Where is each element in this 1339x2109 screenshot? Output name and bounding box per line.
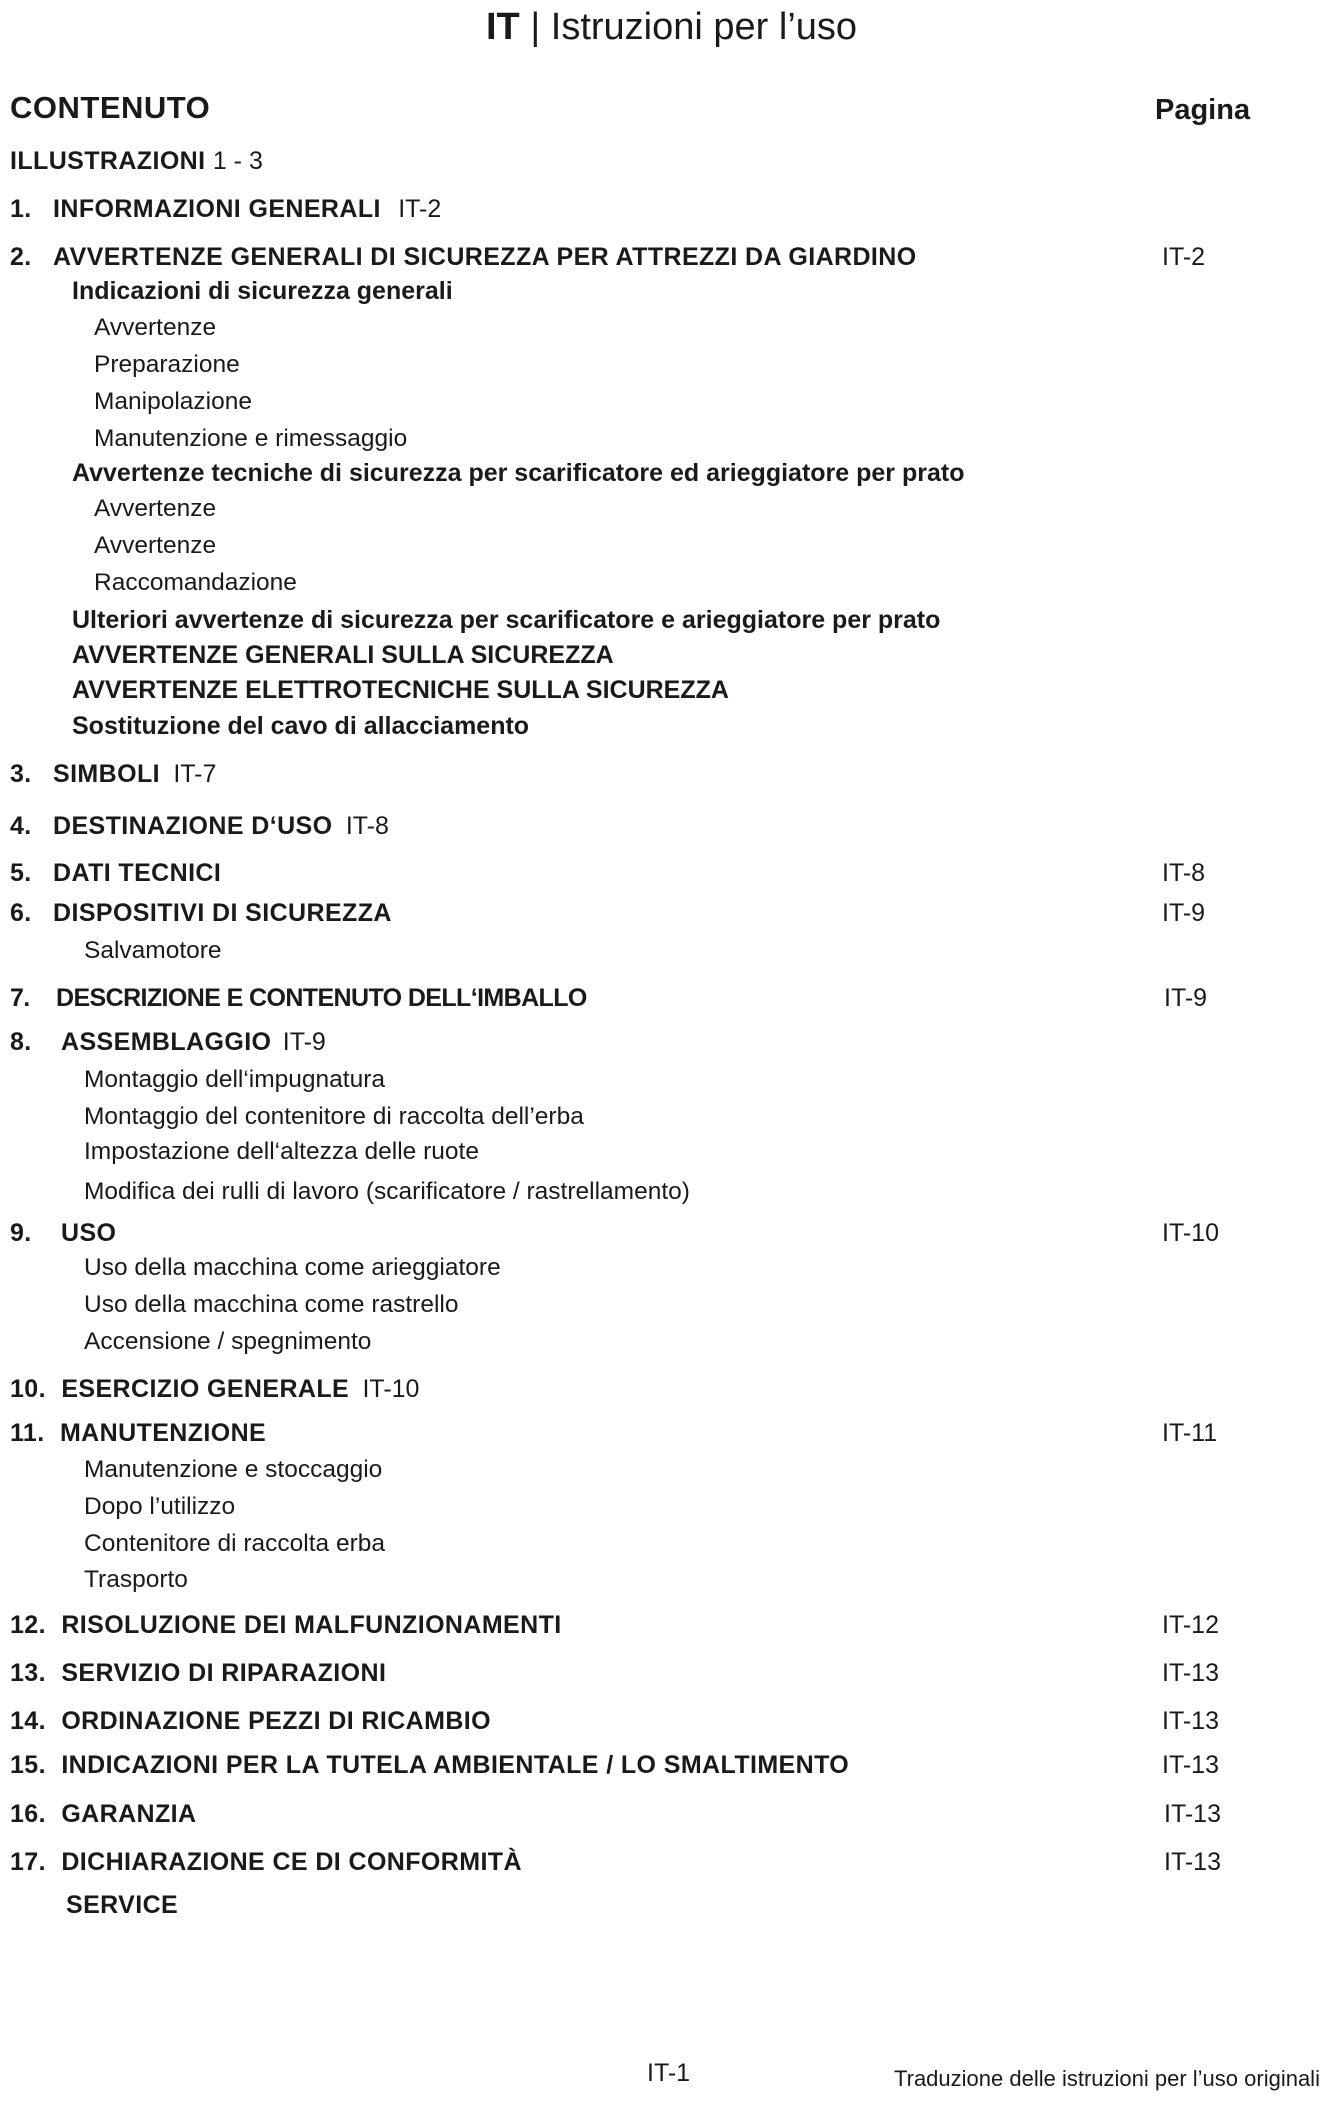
- toc-section-13[interactable]: [10, 1661, 386, 1686]
- toc-section-15[interactable]: [10, 1753, 849, 1778]
- toc-item[interactable]: Manutenzione e rimessaggio: [94, 425, 408, 452]
- section-title: GARANZIA: [61, 1800, 197, 1828]
- section-title: MANUTENZIONE: [59, 1419, 267, 1447]
- section-title: ESERCIZIO GENERALE: [61, 1375, 350, 1403]
- toc-item[interactable]: Manipolazione: [94, 388, 252, 415]
- toc-section-9[interactable]: [10, 1221, 116, 1246]
- section-title: AVVERTENZE GENERALI DI SICUREZZA PER ATTREZZI DA GIARDINO: [53, 243, 917, 271]
- section-7-page: IT-9: [1164, 984, 1208, 1012]
- page-column-label: Pagina: [1155, 94, 1251, 126]
- toc-item[interactable]: Modifica dei rulli di lavoro (scarificatore / rastrellamento): [84, 1178, 690, 1205]
- section-title: RISOLUZIONE DEI MALFUNZIONAMENTI: [61, 1611, 562, 1639]
- toc-section-11[interactable]: [10, 1421, 266, 1446]
- toc-subgroup[interactable]: AVVERTENZE ELETTROTECNICHE SULLA SICUREZZA: [72, 676, 729, 704]
- illustrations-pages: 1 - 3: [212, 147, 263, 175]
- header-lang: IT: [486, 6, 520, 48]
- toc-item[interactable]: Salvamotore: [84, 937, 222, 964]
- toc-section-4[interactable]: [10, 814, 389, 839]
- section-number: 5.: [10, 859, 32, 887]
- section-number: 14.: [10, 1707, 46, 1735]
- toc-item[interactable]: Avvertenze: [94, 495, 217, 522]
- section-page: IT-7: [173, 760, 217, 788]
- section-page: IT-9: [282, 1028, 326, 1056]
- section-number: 15.: [10, 1751, 46, 1779]
- section-number: 13.: [10, 1659, 46, 1687]
- section-title: INFORMAZIONI GENERALI: [53, 195, 381, 223]
- section-title: DISPOSITIVI DI SICUREZZA: [53, 899, 392, 927]
- toc-subgroup[interactable]: Indicazioni di sicurezza generali: [72, 277, 453, 305]
- toc-item[interactable]: Manutenzione e stoccaggio: [84, 1456, 383, 1483]
- toc-subgroup[interactable]: AVVERTENZE GENERALI SULLA SICUREZZA: [72, 641, 614, 669]
- toc-item[interactable]: Uso della macchina come rastrello: [84, 1291, 459, 1318]
- section-5-page: IT-8: [1162, 859, 1206, 887]
- footer-page-number: IT-1: [647, 2059, 691, 2087]
- toc-section-6[interactable]: [10, 901, 392, 926]
- section-number: 11.: [10, 1419, 45, 1447]
- section-17-page: IT-13: [1164, 1848, 1221, 1876]
- section-title: SERVIZIO DI RIPARAZIONI: [61, 1659, 387, 1687]
- section-number: 12.: [10, 1611, 46, 1639]
- section-16-page: IT-13: [1164, 1800, 1221, 1828]
- section-title: ASSEMBLAGGIO: [61, 1028, 272, 1056]
- toc-item[interactable]: Avvertenze: [94, 532, 217, 559]
- toc-item[interactable]: Preparazione: [94, 351, 240, 378]
- section-title: ORDINAZIONE PEZZI DI RICAMBIO: [61, 1707, 491, 1735]
- toc-item[interactable]: Trasporto: [84, 1566, 188, 1593]
- section-number: 3.: [10, 760, 32, 788]
- toc-section-3[interactable]: [10, 762, 216, 787]
- section-title: INDICAZIONI PER LA TUTELA AMBIENTALE / LO SMALTIMENTO: [61, 1751, 850, 1779]
- section-title: USO: [61, 1219, 117, 1247]
- toc-subgroup[interactable]: Avvertenze tecniche di sicurezza per scarificatore ed arieggiatore per prato: [72, 459, 965, 487]
- toc-section-17[interactable]: [10, 1850, 522, 1875]
- toc-section-1[interactable]: [10, 197, 441, 222]
- toc-section-2[interactable]: [10, 245, 917, 270]
- illustrations-label: ILLUSTRAZIONI: [10, 147, 206, 175]
- section-title: DATI TECNICI: [53, 859, 222, 887]
- toc-section-8[interactable]: [10, 1030, 326, 1055]
- header-title: Istruzioni per l’uso: [550, 6, 858, 48]
- toc-item[interactable]: Dopo l’utilizzo: [84, 1493, 236, 1520]
- toc-subgroup[interactable]: Ulteriori avvertenze di sicurezza per scarificatore e arieggiatore per prato: [72, 606, 941, 634]
- toc-item[interactable]: Montaggio del contenitore di raccolta dell’erba: [84, 1103, 584, 1130]
- section-15-page: IT-13: [1162, 1751, 1219, 1779]
- toc-item[interactable]: Montaggio dell‘impugnatura: [84, 1066, 385, 1093]
- section-6-page: IT-9: [1162, 899, 1206, 927]
- section-title: DESTINAZIONE D‘USO: [53, 812, 333, 840]
- section-number: 1.: [10, 195, 32, 223]
- section-14-page: IT-13: [1162, 1707, 1219, 1735]
- section-number: 17.: [10, 1848, 46, 1876]
- section-number: 4.: [10, 812, 32, 840]
- toc-section-10[interactable]: [10, 1377, 419, 1402]
- section-number: 16.: [10, 1800, 46, 1828]
- section-page: IT-10: [362, 1375, 420, 1403]
- header-separator: |: [530, 6, 541, 48]
- section-number: 6.: [10, 899, 32, 927]
- section-title: DICHIARAZIONE CE DI CONFORMITÀ: [61, 1848, 522, 1876]
- section-13-page: IT-13: [1162, 1659, 1219, 1687]
- toc-service[interactable]: SERVICE: [66, 1891, 179, 1919]
- section-number: 7.: [10, 984, 30, 1012]
- toc-section-14[interactable]: [10, 1709, 491, 1734]
- section-12-page: IT-12: [1162, 1611, 1219, 1639]
- toc-item[interactable]: Impostazione dell‘altezza delle ruote: [84, 1138, 479, 1165]
- section-number: 2.: [10, 243, 32, 271]
- page-header: [486, 8, 857, 46]
- section-11-page: IT-11: [1162, 1419, 1218, 1447]
- toc-section-12[interactable]: [10, 1613, 562, 1638]
- toc-item[interactable]: Contenitore di raccolta erba: [84, 1530, 385, 1557]
- section-title: DESCRIZIONE E CONTENUTO DELL‘IMBALLO: [56, 984, 587, 1012]
- contents-heading: CONTENUTO: [10, 90, 211, 125]
- toc-section-5[interactable]: [10, 861, 221, 886]
- footer-note: Traduzione delle istruzioni per l’uso originali: [894, 2066, 1320, 2091]
- toc-item[interactable]: Avvertenze: [94, 314, 217, 341]
- section-title: SIMBOLI: [53, 760, 160, 788]
- toc-item[interactable]: Raccomandazione: [94, 569, 297, 596]
- section-9-page: IT-10: [1162, 1219, 1219, 1247]
- section-number: 8.: [10, 1028, 32, 1056]
- section-page: IT-8: [345, 812, 389, 840]
- toc-subgroup[interactable]: Sostituzione del cavo di allacciamento: [72, 712, 530, 740]
- section-number: 9.: [10, 1219, 32, 1247]
- toc-illustrations[interactable]: [10, 149, 263, 174]
- toc-section-16[interactable]: [10, 1802, 196, 1827]
- section-2-page: IT-2: [1162, 243, 1206, 271]
- toc-section-7[interactable]: [10, 986, 587, 1011]
- toc-item[interactable]: Accensione / spegnimento: [84, 1328, 372, 1355]
- section-number: 10.: [10, 1375, 46, 1403]
- section-page: IT-2: [398, 195, 442, 223]
- toc-item[interactable]: Uso della macchina come arieggiatore: [84, 1254, 501, 1281]
